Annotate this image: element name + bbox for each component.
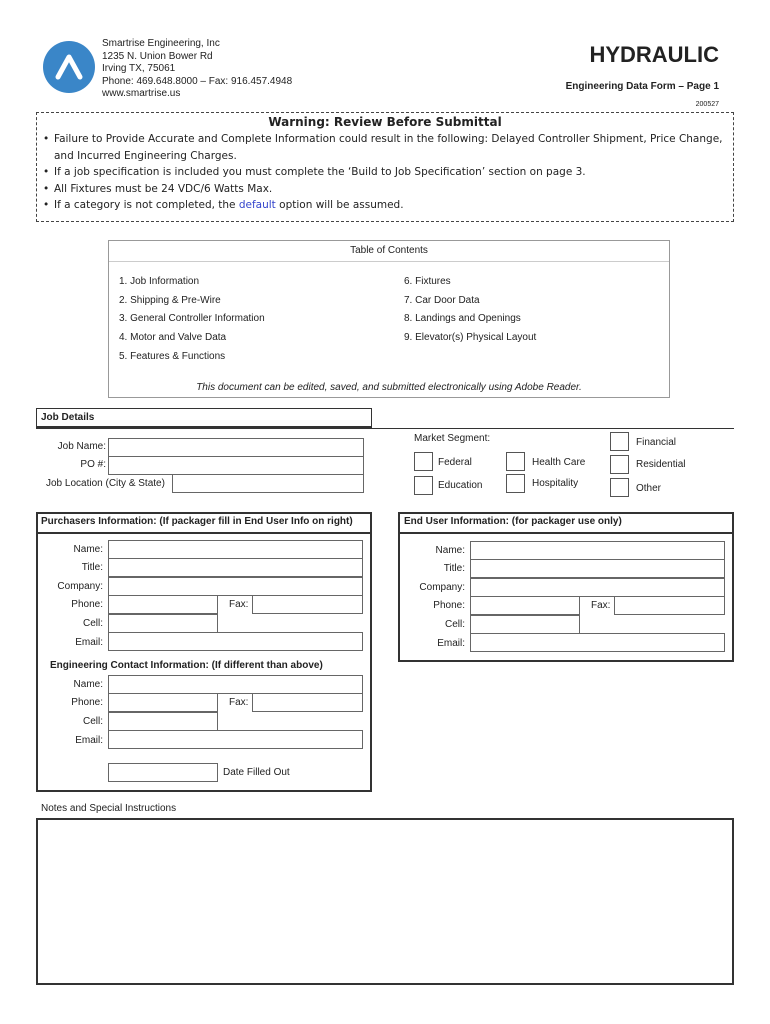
enduser-company-input[interactable] — [470, 578, 725, 597]
job-location-label: Job Location (City & State) — [46, 478, 165, 489]
company-logo — [42, 40, 96, 94]
toc-item[interactable]: 7. Car Door Data — [404, 294, 480, 306]
hospitality-checkbox[interactable] — [506, 474, 525, 493]
purchaser-phone-input[interactable] — [108, 595, 218, 614]
enduser-name-input[interactable] — [470, 541, 725, 560]
purchaser-company-input[interactable] — [108, 577, 363, 596]
enduser-fax-input[interactable] — [614, 596, 725, 615]
toc-item[interactable]: 5. Features & Functions — [119, 350, 226, 362]
company-phone: Phone: 469.648.8000 – Fax: 916.457.4948 — [102, 75, 293, 87]
engineering-email-input[interactable] — [108, 730, 363, 749]
toc-title: Table of Contents — [109, 241, 669, 262]
engineering-cell-input[interactable] — [108, 712, 218, 731]
warning-title: Warning: Review Before Submittal — [268, 115, 502, 129]
company-address2: Irving TX, 75061 — [102, 63, 176, 74]
logo-icon — [42, 40, 96, 94]
enduser-email-label: Email: — [437, 638, 465, 649]
toc-item[interactable]: 9. Elevator(s) Physical Layout — [404, 332, 537, 344]
po-input[interactable] — [108, 456, 364, 475]
engineering-email-label: Email: — [75, 735, 103, 746]
purchaser-cell-label: Cell: — [82, 618, 103, 629]
toc-item[interactable]: 8. Landings and Openings — [404, 313, 521, 325]
residential-label: Residential — [636, 459, 686, 470]
enduser-phone-label: Phone: — [433, 600, 465, 611]
engineering-title: Engineering Contact Information: (If different than above) — [50, 660, 323, 671]
purchaser-fax-input[interactable] — [252, 595, 363, 614]
date-filled-input[interactable] — [108, 763, 218, 782]
form-code: 200527 — [695, 101, 719, 108]
date-filled-label: Date Filled Out — [223, 767, 290, 778]
engineering-name-input[interactable] — [108, 675, 363, 694]
notes-textarea[interactable] — [36, 818, 734, 985]
enduser-name-label: Name: — [435, 545, 465, 556]
toc-note: This document can be edited, saved, and submitted electronically using Adobe Reader. — [196, 382, 582, 393]
other-label: Other — [636, 483, 662, 494]
toc-item[interactable]: 2. Shipping & Pre-Wire — [119, 294, 221, 306]
purchaser-email-label: Email: — [75, 637, 103, 648]
residential-checkbox[interactable] — [610, 455, 629, 474]
enduser-fax-label: Fax: — [591, 600, 611, 611]
engineering-fax-input[interactable] — [252, 693, 363, 712]
po-label: PO #: — [80, 459, 106, 470]
financial-label: Financial — [636, 437, 677, 448]
market-segment-label: Market Segment: — [414, 433, 491, 444]
education-label: Education — [438, 480, 483, 491]
company-info — [102, 38, 292, 101]
purchaser-title-input[interactable] — [108, 558, 363, 577]
education-checkbox[interactable] — [414, 476, 433, 495]
toc-item[interactable]: 4. Motor and Valve Data — [119, 332, 227, 344]
form-subtitle: Engineering Data Form – Page 1 — [565, 81, 719, 92]
company-address1: 1235 N. Union Bower Rd — [102, 50, 213, 62]
job-details-title: Job Details — [41, 412, 95, 423]
purchaser-name-label: Name: — [73, 544, 103, 555]
hospitality-label: Hospitality — [532, 478, 579, 489]
job-name-input[interactable] — [108, 438, 364, 457]
warning-bullet-2: If a job specification is included you must complete the ‘Build to Job Specification’ section on page 3. — [54, 166, 586, 178]
form-title: HYDRAULIC — [589, 42, 719, 67]
engineering-name-label: Name: — [73, 679, 103, 690]
purchaser-name-input[interactable] — [108, 540, 363, 559]
table-of-contents — [108, 240, 670, 398]
purchaser-fax-label: Fax: — [229, 599, 249, 610]
engineering-phone-input[interactable] — [108, 693, 218, 712]
purchaser-title-label: Title: — [81, 562, 103, 573]
enduser-cell-label: Cell: — [444, 619, 465, 630]
toc-item[interactable]: 3. General Controller Information — [119, 313, 265, 325]
warning-bullet-1: Failure to Provide Accurate and Complete Information could result in the following: Delayed Controller Shipment, Price Change, and Incurred Engineering Charges. — [54, 133, 723, 162]
enduser-title: End User Information: (for packager use only) — [404, 516, 622, 527]
purchaser-title: Purchasers Information: (If packager fill in End User Info on right) — [41, 516, 353, 527]
federal-checkbox[interactable] — [414, 452, 433, 471]
job-location-input[interactable] — [172, 474, 364, 493]
toc-item[interactable]: 6. Fixtures — [404, 276, 451, 287]
engineering-cell-label: Cell: — [82, 716, 103, 727]
financial-checkbox[interactable] — [610, 432, 629, 451]
federal-label: Federal — [438, 457, 472, 468]
default-link[interactable]: default — [238, 199, 276, 211]
health-care-label: Health Care — [532, 457, 586, 468]
purchaser-email-input[interactable] — [108, 632, 363, 651]
company-name: Smartrise Engineering, Inc — [102, 38, 220, 49]
engineering-phone-label: Phone: — [71, 697, 103, 708]
enduser-cell-input[interactable] — [470, 615, 580, 634]
other-checkbox[interactable] — [610, 478, 629, 497]
warning-box: Warning: Review Before Submittal • Failure to Provide Accurate and Complete Information could result in the following: Delayed Controller Shipment, Price Change, and Incurred Engineering Charges. • If a job specification is included you must complete the ‘Build to Job Specification’ section on page 3. • All Fixtures must be 24 VDC/6 Watts Max. • If a category is not completed, the default option will be assumed. — [36, 112, 734, 222]
job-details-header — [36, 408, 372, 428]
purchaser-cell-input[interactable] — [108, 614, 218, 633]
enduser-email-input[interactable] — [470, 633, 725, 652]
purchaser-phone-label: Phone: — [71, 599, 103, 610]
job-name-label: Job Name: — [57, 441, 106, 452]
enduser-title-label: Title: — [443, 563, 465, 574]
warning-bullet-3: All Fixtures must be 24 VDC/6 Watts Max. — [54, 182, 273, 195]
enduser-company-label: Company: — [419, 582, 465, 593]
company-website: www.smartrise.us — [102, 88, 181, 99]
warning-bullet-4-post: option will be assumed. — [275, 199, 404, 211]
purchaser-company-label: Company: — [57, 581, 103, 592]
health-care-checkbox[interactable] — [506, 452, 525, 471]
enduser-phone-input[interactable] — [470, 596, 580, 615]
notes-title: Notes and Special Instructions — [41, 803, 177, 814]
warning-bullet-4-pre: If a category is not completed, the — [54, 199, 239, 211]
engineering-fax-label: Fax: — [229, 697, 249, 708]
enduser-title-input[interactable] — [470, 559, 725, 578]
toc-item[interactable]: 1. Job Information — [119, 276, 200, 287]
